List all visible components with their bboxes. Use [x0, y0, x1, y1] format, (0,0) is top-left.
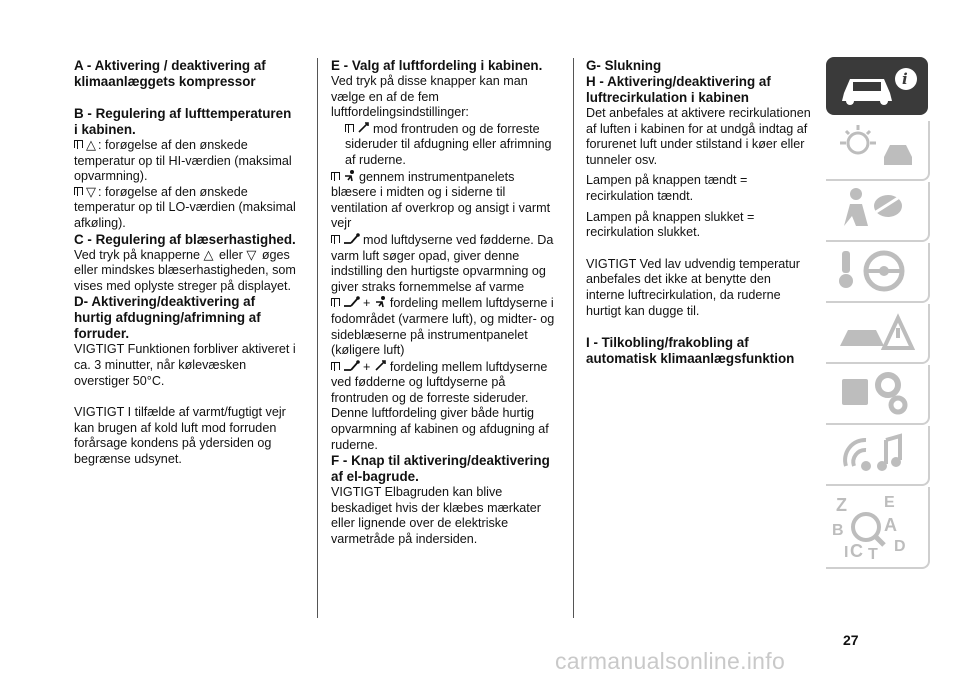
heading-a: A - Aktivering / deaktivering af klimaanlæggets kompressor	[74, 58, 266, 89]
c-text: Ved tryk på knapperne △ eller ▽ øges eller mindskes blæserhastigheden, som vises med oplyste streger på displayet.	[74, 246, 296, 293]
tab-servicing[interactable]	[826, 365, 930, 425]
triangle-down-icon: ▽	[86, 183, 96, 199]
svg-text:C: C	[850, 541, 863, 561]
h-text-2: Lampen på knappen tændt = recirkulation tændt.	[586, 173, 748, 203]
heading-i: I - Tilkobling/frakobling af automatisk klimaanlægsfunktion	[586, 335, 795, 367]
bullet-icon	[331, 172, 340, 180]
tab-warning-lights[interactable]	[826, 121, 930, 181]
triangle-up-icon: △	[203, 246, 214, 262]
tab-index[interactable]	[826, 487, 930, 569]
tab-multimedia[interactable]	[826, 426, 930, 486]
svg-text:D: D	[894, 538, 906, 555]
h-text-3: Lampen på knappen slukket = recirkulation slukket.	[586, 209, 755, 240]
feet-airflow-icon	[343, 295, 361, 308]
heading-e: E - Valg af luftfordeling i kabinen.	[331, 58, 543, 73]
h-note: VIGTIGT Ved lav udvendig temperatur anbefales det ikke at benytte den interne luftrecirkulation, da ruderne hurtigt kan dugge til.	[586, 256, 800, 318]
svg-text:T: T	[868, 546, 878, 563]
svg-text:Z: Z	[836, 495, 847, 515]
svg-text:I: I	[844, 544, 849, 561]
bullet-icon	[331, 235, 340, 243]
heading-c: C - Regulering af blæserhastighed.	[74, 231, 296, 247]
heading-h: H - Aktivering/deaktivering af luftrecirkulation i kabinen	[586, 74, 771, 105]
watermark: carmanualsonline.info	[555, 648, 786, 674]
svg-text:A: A	[884, 515, 897, 535]
e-item-3: mod luftdyserne ved fødderne. Da varm luft søger opad, giver denne indstilling den hurtigste opvarmning og giver straks fornemmelse af varme	[331, 232, 554, 294]
triangle-up-icon: △	[86, 137, 96, 152]
column-3	[586, 58, 811, 367]
heading-f: F - Knap til aktivering/deaktivering af el-bagrude.	[331, 453, 550, 485]
bullet-icon	[345, 124, 354, 132]
index-icon	[826, 487, 926, 567]
gears-icon	[826, 365, 926, 421]
b-item-2: ▽ : forøgelse af den ønskede temperatur op til LO-værdien (maksimal afkøling).	[74, 183, 296, 230]
media-icon	[826, 426, 926, 482]
e-item-4: + fordeling mellem luftdyserne i fodområdet (varmere luft), og midter- og sideblæserne på instrumentpanelet (køligere luft)	[331, 296, 555, 358]
d-note: VIGTIGT I tilfælde af varmt/fugtigt vejr kan brugen af kold luft mod forruden forårsage kondens på ydersiden og begrænse udsynet.	[74, 405, 286, 466]
f-text: VIGTIGT Elbagruden kan blive beskadiget hvis der klæbes mærkater eller lignende over de elektriske varmetråde på indersiden.	[331, 485, 541, 547]
column-divider	[573, 58, 574, 618]
tab-emergency[interactable]	[826, 304, 930, 364]
tab-starting-driving[interactable]	[826, 243, 930, 303]
tab-safety[interactable]	[826, 182, 930, 242]
d-text: VIGTIGT Funktionen forbliver aktiveret i ca. 3 minutter, når kølevæsken overstiger 50°C.	[74, 342, 296, 388]
svg-text:B: B	[832, 522, 844, 539]
warning-lights-icon	[826, 121, 926, 177]
car-info-icon	[826, 57, 928, 115]
svg-text:E: E	[884, 494, 895, 511]
column-2	[331, 58, 561, 548]
triangle-down-icon: ▽	[246, 246, 257, 262]
car-breakdown-icon	[826, 304, 926, 360]
page-number: 27	[843, 632, 859, 648]
face-airflow-icon	[343, 169, 357, 182]
svg-text:i: i	[902, 70, 908, 88]
windscreen-airflow-icon	[374, 359, 388, 372]
feet-airflow-icon	[343, 359, 361, 372]
bullet-icon	[331, 362, 340, 370]
heading-b: B - Regulering af lufttemperaturen i kabinen.	[74, 106, 292, 137]
heading-d: D- Aktivering/deaktivering af hurtig afdugning/afrimning af forruder.	[74, 294, 261, 342]
tab-car-info[interactable]	[826, 57, 928, 115]
b-item-1: △ : forøgelse af den ønskede temperatur op til HI-værdien (maksimal opvarmning).	[74, 137, 292, 184]
bullet-icon	[331, 298, 340, 306]
windscreen-airflow-icon	[357, 121, 371, 134]
face-airflow-icon	[374, 295, 388, 308]
h-text-1: Det anbefales at aktivere recirkulationen af luften i kabinen for at undgå indtag af forurenet luft under stilstand i køer eller tunneler osv.	[586, 106, 811, 167]
airbag-icon	[826, 182, 926, 238]
column-divider	[317, 58, 318, 618]
bullet-icon	[74, 140, 83, 148]
e-item-1: mod frontruden og de forreste sideruder til afdugning eller afrimning af ruderne.	[345, 121, 552, 167]
e-intro: Ved tryk på disse knapper kan man vælge en af de fem luftfordelingsindstillinger:	[331, 74, 528, 120]
feet-airflow-icon	[343, 232, 361, 245]
e-item-5: + fordeling mellem luftdyserne ved fødderne og luftdyserne på frontruden og de forreste sideruder. Denne luftfordeling giver både hurtig opvarmning af kabinen og afdugning af ruderne.	[331, 359, 549, 452]
key-steering-icon	[826, 243, 926, 299]
heading-g: G- Slukning	[586, 58, 662, 73]
e-item-2: gennem instrumentpanelets blæsere i midten og i siderne til ventilation af overkrop og ansigt i varmt vejr	[331, 169, 551, 231]
bullet-icon	[74, 187, 83, 195]
column-1	[74, 58, 296, 468]
